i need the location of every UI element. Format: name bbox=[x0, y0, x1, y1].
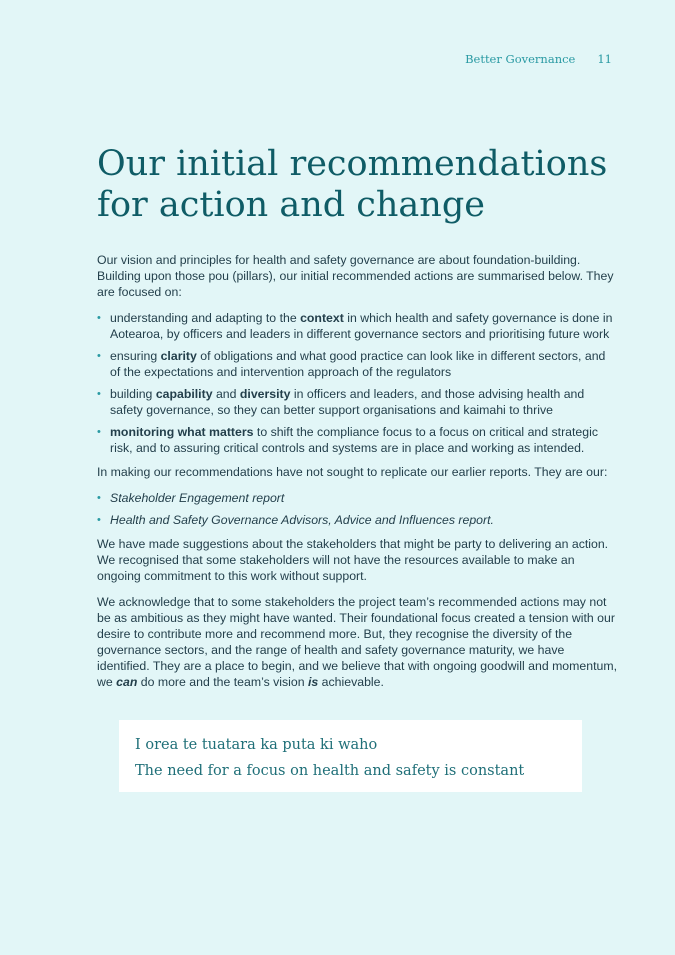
running-header bbox=[465, 52, 612, 66]
section-title: Better Governance bbox=[465, 52, 576, 66]
bullet-icon: • bbox=[97, 514, 101, 526]
title-line-1: Our initial recommendations bbox=[97, 144, 608, 184]
bullet-icon: • bbox=[97, 312, 101, 324]
quote-box bbox=[119, 720, 582, 792]
bullet-icon: • bbox=[97, 492, 101, 504]
intro-paragraph: Our vision and principles for health and safety governance are about foundation-building. Building upon those pou (pillars), our initial recommended actions are summarised below. They are focused on: bbox=[97, 253, 614, 299]
bullet-icon: • bbox=[97, 426, 101, 438]
list-item: • Stakeholder Engagement report bbox=[97, 491, 285, 505]
page-number: 11 bbox=[597, 52, 612, 66]
suggestions-paragraph: We have made suggestions about the stakeholders that might be party to delivering an action. We recognised that some stakeholders will not have the resources available to make an ongoing commitment to this work without support. bbox=[97, 537, 609, 583]
body-text bbox=[97, 252, 617, 700]
quote-english: The need for a focus on health and safety is constant bbox=[135, 763, 525, 779]
list-item: • ensuring clarity of obligations and what good practice can look like in different sectors, and of the expectations and intervention approach of the regulators bbox=[97, 349, 606, 379]
focus-list bbox=[97, 310, 617, 456]
acknowledge-paragraph: We acknowledge that to some stakeholders the project team’s recommended actions may not be as ambitious as they might have wanted. Their foundational focus created a tension with our desire to contribute more and recommend more. But, they recognise the diversity of the governance sectors, and the range of health and safety governance maturity, we have identified. They are a place to begin, and we believe that with ongoing goodwill and momentum, we can do more and the team’s vision is achievable. bbox=[97, 595, 617, 689]
title-line-2: for action and change bbox=[97, 185, 485, 225]
list-item: • monitoring what matters to shift the compliance focus to a focus on critical and strategic risk, and to assuring critical controls and systems are in place and working as intended. bbox=[97, 425, 598, 455]
page-title bbox=[97, 144, 617, 226]
quote-maori: I orea te tuatara ka puta ki waho bbox=[135, 737, 378, 753]
bullet-icon: • bbox=[97, 350, 101, 362]
bullet-icon: • bbox=[97, 388, 101, 400]
list-item: • Health and Safety Governance Advisors, Advice and Influences report. bbox=[97, 513, 494, 527]
list-item: • understanding and adapting to the context in which health and safety governance is done in Aotearoa, by officers and leaders in different governance sectors and prioritising future work bbox=[97, 311, 613, 341]
list-item: • building capability and diversity in officers and leaders, and those advising health and safety governance, so they can better support organisations and kaimahi to thrive bbox=[97, 387, 585, 417]
reports-list bbox=[97, 490, 617, 528]
reports-intro: In making our recommendations have not sought to replicate our earlier reports. They are our: bbox=[97, 465, 608, 479]
